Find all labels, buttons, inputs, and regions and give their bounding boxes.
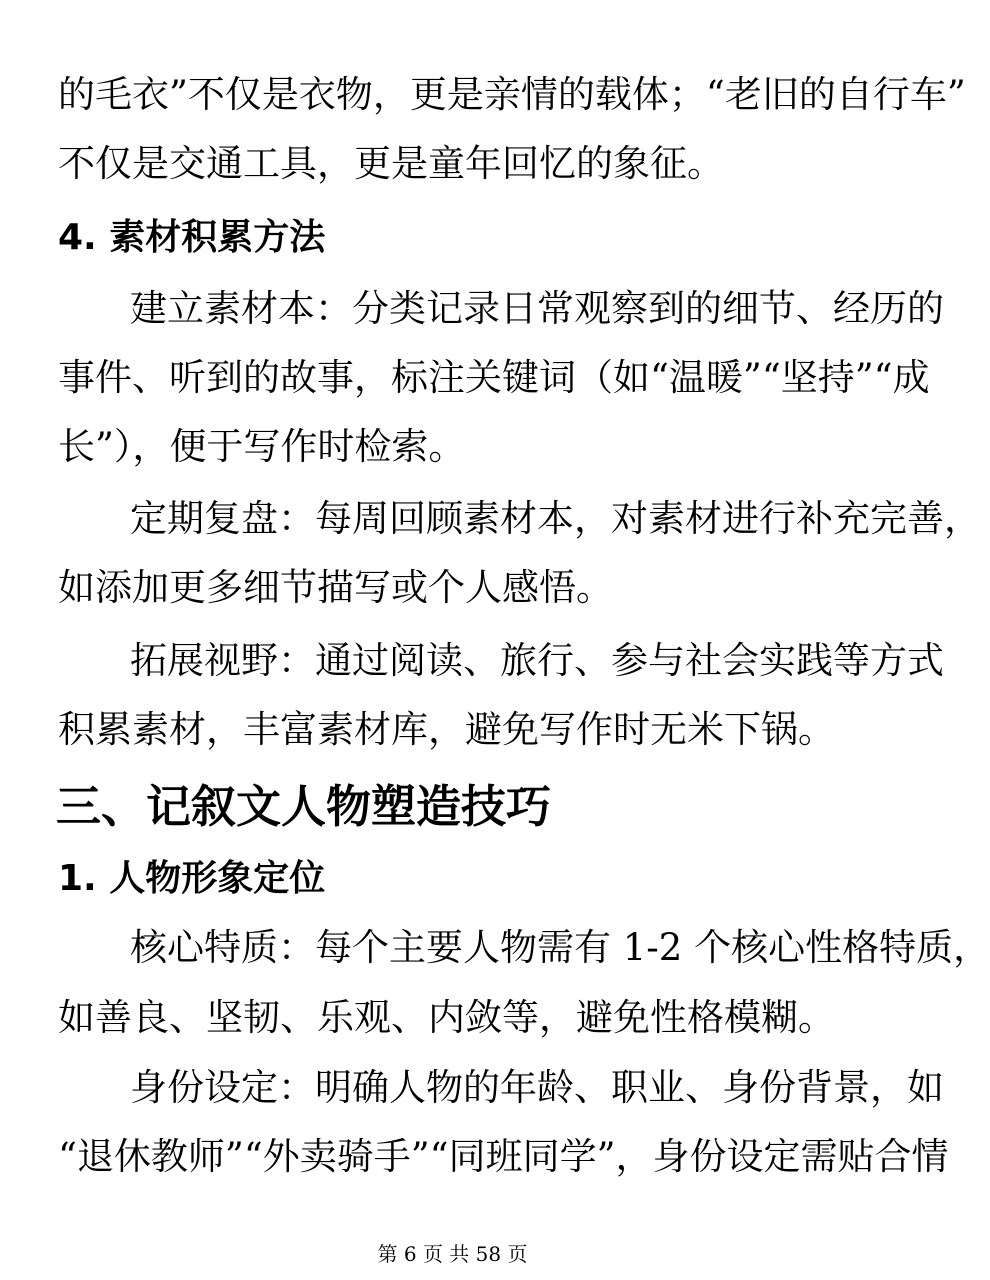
- paragraph-line: 积累素材，丰富素材库，避免写作时无米下锅。: [58, 708, 835, 751]
- section-heading: 4. 素材积累方法: [58, 217, 326, 258]
- paragraph-line: 事件、听到的故事，标注关键词（如“温暖”“坚持”“成: [58, 356, 930, 399]
- paragraph-line: 拓展视野：通过阅读、旅行、参与社会实践等方式: [130, 639, 944, 682]
- paragraph-line: 如善良、坚韧、乐观、内敛等，避免性格模糊。: [58, 996, 835, 1039]
- paragraph-line: 长”），便于写作时检索。: [58, 425, 466, 468]
- paragraph-line: “退休教师”“外卖骑手”“同班同学”，身份设定需贴合情: [58, 1135, 949, 1178]
- paragraph-line: 身份设定：明确人物的年龄、职业、身份背景，如: [130, 1066, 944, 1109]
- page-number-footer: 第 6 页 共 58 页: [377, 1242, 528, 1266]
- paragraph-line: 核心特质：每个主要人物需有 1-2 个核心性格特质，: [130, 926, 990, 969]
- paragraph-line: 定期复盘：每周回顾素材本，对素材进行补充完善，: [130, 497, 981, 540]
- body-text-line: 的毛衣”不仅是衣物，更是亲情的载体；“老旧的自行车”: [58, 73, 966, 116]
- chapter-heading: 三、记叙文人物塑造技巧: [56, 780, 552, 833]
- paragraph-line: 建立素材本：分类记录日常观察到的细节、经历的: [130, 287, 944, 330]
- subsection-heading: 1. 人物形象定位: [58, 858, 326, 899]
- body-text-line: 不仅是交通工具，更是童年回忆的象征。: [58, 142, 724, 185]
- paragraph-line: 如添加更多细节描写或个人感悟。: [58, 566, 613, 609]
